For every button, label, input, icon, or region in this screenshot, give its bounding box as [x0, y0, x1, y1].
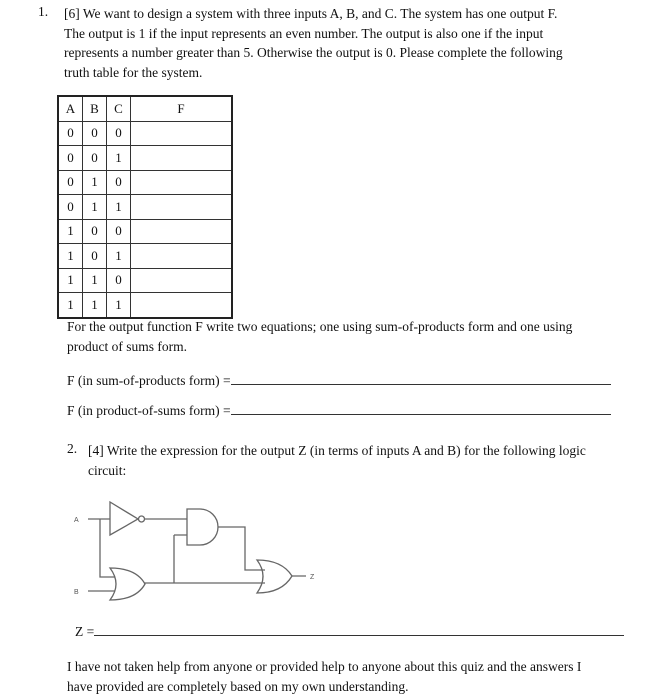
honor-statement: [67, 657, 667, 696]
table-cell: 0: [58, 195, 83, 220]
z-answer-blank[interactable]: [94, 621, 624, 636]
z-answer: [75, 621, 624, 640]
q1-line: represents a number greater than 5. Otherwise the output is 0. Please complete the following: [64, 45, 563, 60]
f-answer-cell[interactable]: [131, 170, 233, 195]
table-cell: 0: [58, 170, 83, 195]
q1-prompt: [64, 4, 664, 82]
or-gate-1: [110, 568, 145, 600]
not-gate: [110, 502, 145, 535]
z-label: Z =: [75, 624, 95, 639]
q2-line: [4] Write the expression for the output Z (in terms of inputs A and B) for the following logic: [88, 443, 586, 458]
pos-answer: [67, 400, 611, 419]
table-cell: 0: [107, 219, 131, 244]
table-row: [58, 121, 232, 146]
table-row: [58, 195, 232, 220]
table-cell: 1: [83, 293, 107, 318]
table-row: [58, 170, 232, 195]
table-cell: 0: [83, 121, 107, 146]
q2-prompt: [88, 441, 667, 480]
header-a: A: [58, 96, 83, 121]
q2-number: 2.: [67, 441, 78, 456]
instruction-line: product of sums form.: [67, 338, 187, 354]
table-cell: 0: [58, 121, 83, 146]
wires: [88, 519, 306, 591]
truth-table: [57, 95, 233, 319]
q1-line: The output is 1 if the input represents an even number. The output is also one if the input: [64, 25, 544, 41]
table-cell: 1: [107, 293, 131, 318]
sop-answer: [67, 370, 611, 389]
pos-label: F (in product-of-sums form) =: [67, 403, 231, 418]
table-cell: 0: [83, 219, 107, 244]
header-c: C: [107, 96, 131, 121]
input-b-label: B: [74, 589, 79, 596]
q1-line: truth table for the system.: [64, 64, 203, 80]
q1-number: 1.: [38, 4, 49, 19]
table-row: [58, 293, 232, 318]
table-row: [58, 146, 232, 171]
f-answer-cell[interactable]: [131, 293, 233, 318]
and-gate: [187, 509, 218, 545]
table-header-row: [58, 96, 232, 121]
table-cell: 1: [107, 244, 131, 269]
table-cell: 1: [58, 219, 83, 244]
table-cell: 0: [107, 170, 131, 195]
table-cell: 1: [107, 195, 131, 220]
f-answer-cell[interactable]: [131, 195, 233, 220]
table-cell: 1: [83, 170, 107, 195]
q1-instruction: [67, 317, 667, 356]
or-gate-2: [257, 560, 292, 593]
instruction-line: For the output function F write two equations; one using sum-of-products form and one using: [67, 319, 573, 334]
table-cell: 1: [107, 146, 131, 171]
f-answer-cell[interactable]: [131, 146, 233, 171]
table-cell: 0: [107, 268, 131, 293]
honor-line: I have not taken help from anyone or provided help to anyone about this quiz and the answers I: [67, 659, 582, 674]
table-cell: 0: [83, 146, 107, 171]
f-answer-cell[interactable]: [131, 219, 233, 244]
table-row: [58, 219, 232, 244]
table-cell: 1: [58, 293, 83, 318]
table-cell: 0: [107, 121, 131, 146]
table-cell: 1: [83, 268, 107, 293]
honor-line: have provided are completely based on my own understanding.: [67, 678, 409, 694]
logic-circuit: [60, 490, 340, 610]
table-cell: 0: [58, 146, 83, 171]
header-f: F: [131, 96, 233, 121]
f-answer-cell[interactable]: [131, 268, 233, 293]
inverter-bubble: [139, 516, 145, 522]
q2-line: circuit:: [88, 462, 127, 478]
table-cell: 0: [83, 244, 107, 269]
pos-answer-blank[interactable]: [231, 400, 611, 415]
f-answer-cell[interactable]: [131, 121, 233, 146]
sop-answer-blank[interactable]: [231, 370, 611, 385]
table-cell: 1: [58, 244, 83, 269]
table-cell: 1: [83, 195, 107, 220]
table-row: [58, 268, 232, 293]
header-b: B: [83, 96, 107, 121]
table-cell: 1: [58, 268, 83, 293]
f-answer-cell[interactable]: [131, 244, 233, 269]
sop-label: F (in sum-of-products form) =: [67, 373, 231, 388]
table-row: [58, 244, 232, 269]
input-a-label: A: [74, 517, 79, 524]
output-z-label: Z: [310, 574, 315, 581]
q1-line: [6] We want to design a system with three inputs A, B, and C. The system has one output F.: [64, 6, 558, 21]
